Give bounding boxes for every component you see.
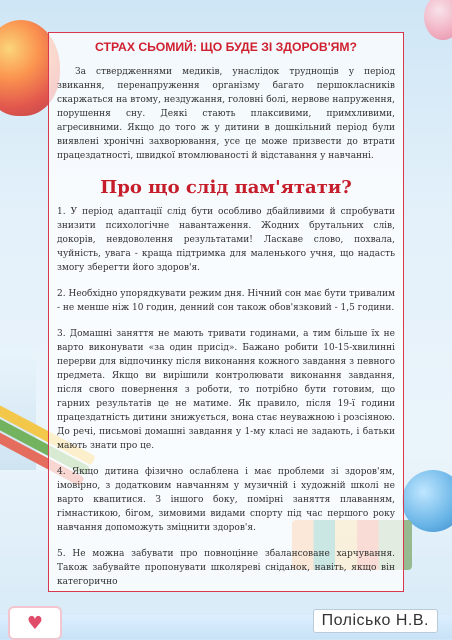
list-item: 4. Якщо дитина фізично ослаблена і має проблеми зі здоров'ям, імовірно, з додатковим навчанням у музичній і художній школі не варто квапитися. З іншого боку, помірні заняття плаванням, гімнастикою, бігом, зимовими видами спорту під час першого року навчання допоможуть зміцнити здоров'я. bbox=[57, 467, 395, 533]
list-item: 5. Не можна забувати про повноцінне збалансоване харчування. Також забувайте пропонувати школяреві сніданок, навіть, якщо він категорично bbox=[57, 549, 395, 587]
document-page bbox=[48, 32, 404, 592]
balloon-decoration bbox=[424, 0, 452, 40]
list-item: 3. Домашні заняття не мають тривати годинами, а тим більше їх не варто виконувати «за один присід». Бажано робити 10-15-хвилинні перерви для відпочинку після виконання кожного завдання з певного предмета. Якщо ви вирішили контролювати виконання завдання, після свого повернення з роботи, то потрібно бути готовим, що гарних результатів це не матиме. Як правило, після 19-ї години працездатність дитини знижується, вона стає неуважною і розсіяною. До речі, письмові домашні завдання у 1-му класі не задають, і батьки мають знати про це. bbox=[57, 329, 395, 451]
section-subtitle: Про що слід пам'ятати? bbox=[100, 177, 352, 198]
heart-icon: ♥ bbox=[8, 606, 62, 640]
author-signature: Полісько Н.В. bbox=[313, 609, 438, 633]
list-item: 2. Необхідно упорядкувати режим дня. Нічний сон має бути тривалим - не менше ніж 10 годин, денний сон також обов'язковий - 1,5 години. bbox=[57, 289, 395, 313]
intro-paragraph: За ствердженнями медиків, унаслідок труднощів у період звикання, перенапруження організму багато першокласників скаржаться на втому, нездужання, головні болі, нервове напруження, порушення сну. Деякі стають плаксивими, примхливими, агресивними. Якщо до того ж у дитини в дошкільний період були виявлені хронічні захворювання, усе це може призвести до втрати працездатності, швидкої втомлюваності й відставання у навчанні. bbox=[57, 67, 395, 161]
page-title: СТРАХ СЬОМИЙ: ЩО БУДЕ ЗІ ЗДОРОВ'ЯМ? bbox=[95, 40, 357, 54]
list-item: 1. У період адаптації слід бути особливо дбайливими й спробувати знизити психологічне навантаження. Жодних брутальних слів, докорів, невдоволення результатами! Ласкаве слово, похвала, чуйність, увага - краща підтримка для маленького учня, що надасть змогу зберегти його здоров'я. bbox=[57, 207, 395, 273]
